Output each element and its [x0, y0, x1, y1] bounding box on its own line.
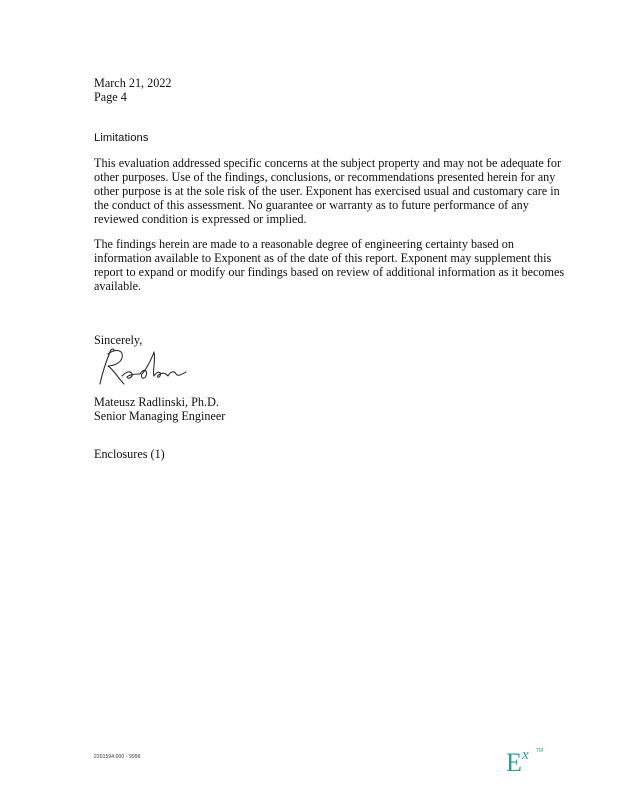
limitations-paragraph-2 — [94, 237, 594, 293]
logo-letter-e: E — [506, 748, 522, 777]
paragraph-line: information available to Exponent as of the date of this report. Exponent may supplement this — [94, 251, 552, 265]
footer-document-code: 2201594.000 - 9996 — [94, 754, 141, 760]
limitations-paragraph-1 — [94, 156, 594, 226]
handwritten-signature — [94, 344, 190, 390]
paragraph-line: the conduct of this assessment. No guarantee or warranty as to future performance of any — [94, 198, 529, 212]
signatory-name: Mateusz Radlinski, Ph.D. — [94, 395, 219, 409]
paragraph-line: available. — [94, 279, 142, 293]
closing-salutation: Sincerely, — [94, 333, 143, 347]
exponent-logo — [506, 748, 550, 780]
paragraph-line: reviewed condition is expressed or implied. — [94, 212, 307, 226]
paragraph-line: other purposes. Use of the findings, conclusions, or recommendations presented herein for any — [94, 170, 556, 184]
paragraph-line: This evaluation addressed specific concerns at the subject property and may not be adequate for — [94, 156, 562, 170]
signatory-title: Senior Managing Engineer — [94, 409, 226, 423]
page-number: Page 4 — [94, 90, 127, 104]
signature-block — [94, 395, 225, 423]
paragraph-line: report to expand or modify our findings based on review of additional information as it becomes — [94, 265, 565, 279]
paragraph-line: other purpose is at the sole risk of the user. Exponent has exercised usual and customary care in — [94, 184, 560, 198]
section-heading: Limitations — [94, 132, 149, 144]
letter-header — [94, 76, 172, 104]
enclosures-note: Enclosures (1) — [94, 447, 165, 461]
letter-date: March 21, 2022 — [94, 76, 172, 90]
logo-letter-x: x — [522, 747, 529, 763]
paragraph-line: The findings herein are made to a reasonable degree of engineering certainty based on — [94, 237, 514, 251]
logo-trademark: TM — [536, 748, 544, 754]
